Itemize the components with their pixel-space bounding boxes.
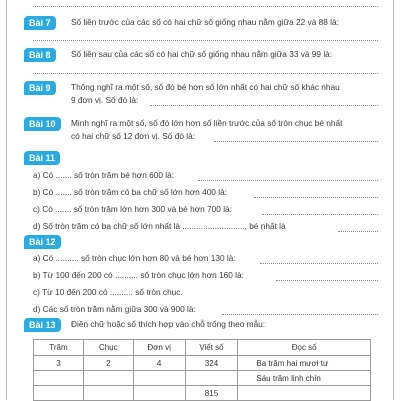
table-header-row bbox=[34, 340, 371, 356]
answer-line[interactable] bbox=[262, 214, 378, 215]
answer-line[interactable] bbox=[214, 141, 378, 142]
header-read-number: Đọc số bbox=[238, 340, 371, 356]
cell-tens[interactable] bbox=[83, 386, 133, 401]
cell-reading[interactable]: Sáu trăm linh chín bbox=[238, 371, 371, 386]
cell-hundreds[interactable] bbox=[34, 386, 84, 401]
table-row bbox=[34, 386, 371, 401]
answer-line[interactable] bbox=[33, 73, 378, 74]
cell-tens[interactable] bbox=[83, 371, 133, 386]
exercise-badge-7: Bài 7 bbox=[24, 16, 56, 30]
cell-tens[interactable]: 2 bbox=[83, 356, 133, 371]
exercise-12-item-c: c) Từ 10 đến 200 có .......... số tròn chục. bbox=[33, 287, 183, 297]
cell-reading[interactable] bbox=[238, 386, 371, 401]
header-write-number: Viết số bbox=[185, 340, 238, 356]
exercise-12-item-d: d) Các số tròn trăm nằm giữa 300 và 900 là: bbox=[33, 304, 196, 314]
exercise-10-line1: Minh nghĩ ra một số, số đó lớn hơn số liền trước của số tròn chục bé nhất bbox=[71, 118, 343, 128]
exercise-11-item-c: c) Có ....... số tròn trăm lớn hơn 300 và bé hơn 700 là: bbox=[33, 204, 232, 214]
exercise-13-text: Điền chữ hoặc số thích hợp vào chỗ trống theo mẫu: bbox=[71, 319, 266, 329]
exercise-11-item-d: d) Số tròn trăm có ba chữ số lớn nhất là ..........................., bé nhất là bbox=[33, 221, 286, 231]
exercise-badge-11: Bài 11 bbox=[24, 151, 60, 165]
table-row bbox=[34, 356, 371, 371]
answer-line[interactable] bbox=[338, 231, 378, 232]
place-value-table bbox=[33, 339, 371, 401]
exercise-badge-13: Bài 13 bbox=[24, 318, 61, 332]
answer-line[interactable] bbox=[254, 197, 378, 198]
answer-line[interactable] bbox=[198, 180, 378, 181]
exercise-12-item-a: a) Có .......... số tròn chục lớn hơn 80 và bé hơn 130 là: bbox=[33, 253, 236, 263]
exercise-12-item-b: b) Từ 100 đến 200 có .......... số tròn chục lớn hơn 160 là: bbox=[33, 270, 244, 280]
answer-line[interactable] bbox=[222, 314, 378, 315]
exercise-badge-8: Bài 8 bbox=[24, 48, 56, 62]
cell-hundreds[interactable] bbox=[34, 371, 84, 386]
answer-line[interactable] bbox=[276, 280, 378, 281]
table-row bbox=[34, 371, 371, 386]
exercise-8-text: Số liền sau của các số có hai chữ số giống nhau nằm giữa 33 và 99 là: bbox=[71, 49, 333, 59]
exercise-11-item-b: b) Có ....... số tròn trăm có ba chữ số lớn hơn 400 là: bbox=[33, 187, 227, 197]
exercise-badge-10: Bài 10 bbox=[24, 117, 61, 131]
exercise-9-line2: 9 đơn vị. Số đó là: bbox=[71, 95, 139, 105]
cell-written[interactable]: 324 bbox=[185, 356, 238, 371]
cell-units[interactable] bbox=[133, 386, 185, 401]
cell-hundreds[interactable]: 3 bbox=[34, 356, 84, 371]
answer-line[interactable] bbox=[150, 105, 378, 106]
exercise-7-text: Số liền trước của các số có hai chữ số giống nhau nằm giữa 22 và 88 là: bbox=[71, 17, 339, 27]
header-hundreds: Trăm bbox=[34, 340, 84, 356]
exercise-badge-9: Bài 9 bbox=[24, 81, 56, 95]
answer-line[interactable] bbox=[260, 263, 378, 264]
cell-reading[interactable]: Ba trăm hai mươi tư bbox=[238, 356, 371, 371]
exercise-badge-12: Bài 12 bbox=[24, 235, 61, 249]
cell-units[interactable]: 4 bbox=[133, 356, 185, 371]
header-tens: Chục bbox=[83, 340, 133, 356]
cell-written[interactable] bbox=[185, 371, 238, 386]
cell-units[interactable] bbox=[133, 371, 185, 386]
header-units: Đơn vị bbox=[133, 340, 185, 356]
exercise-9-line1: Thông nghĩ ra một số, số đó bé hơn số lớn nhất có hai chữ số khác nhau bbox=[71, 82, 340, 92]
cell-written[interactable]: 815 bbox=[185, 386, 238, 401]
answer-line[interactable] bbox=[33, 40, 378, 41]
answer-line bbox=[33, 6, 378, 7]
exercise-10-line2: có hai chữ số 12 đơn vị. Số đó là: bbox=[71, 131, 195, 141]
exercise-11-item-a: a) Có ....... số tròn trăm bé hơn 600 là: bbox=[33, 170, 175, 180]
